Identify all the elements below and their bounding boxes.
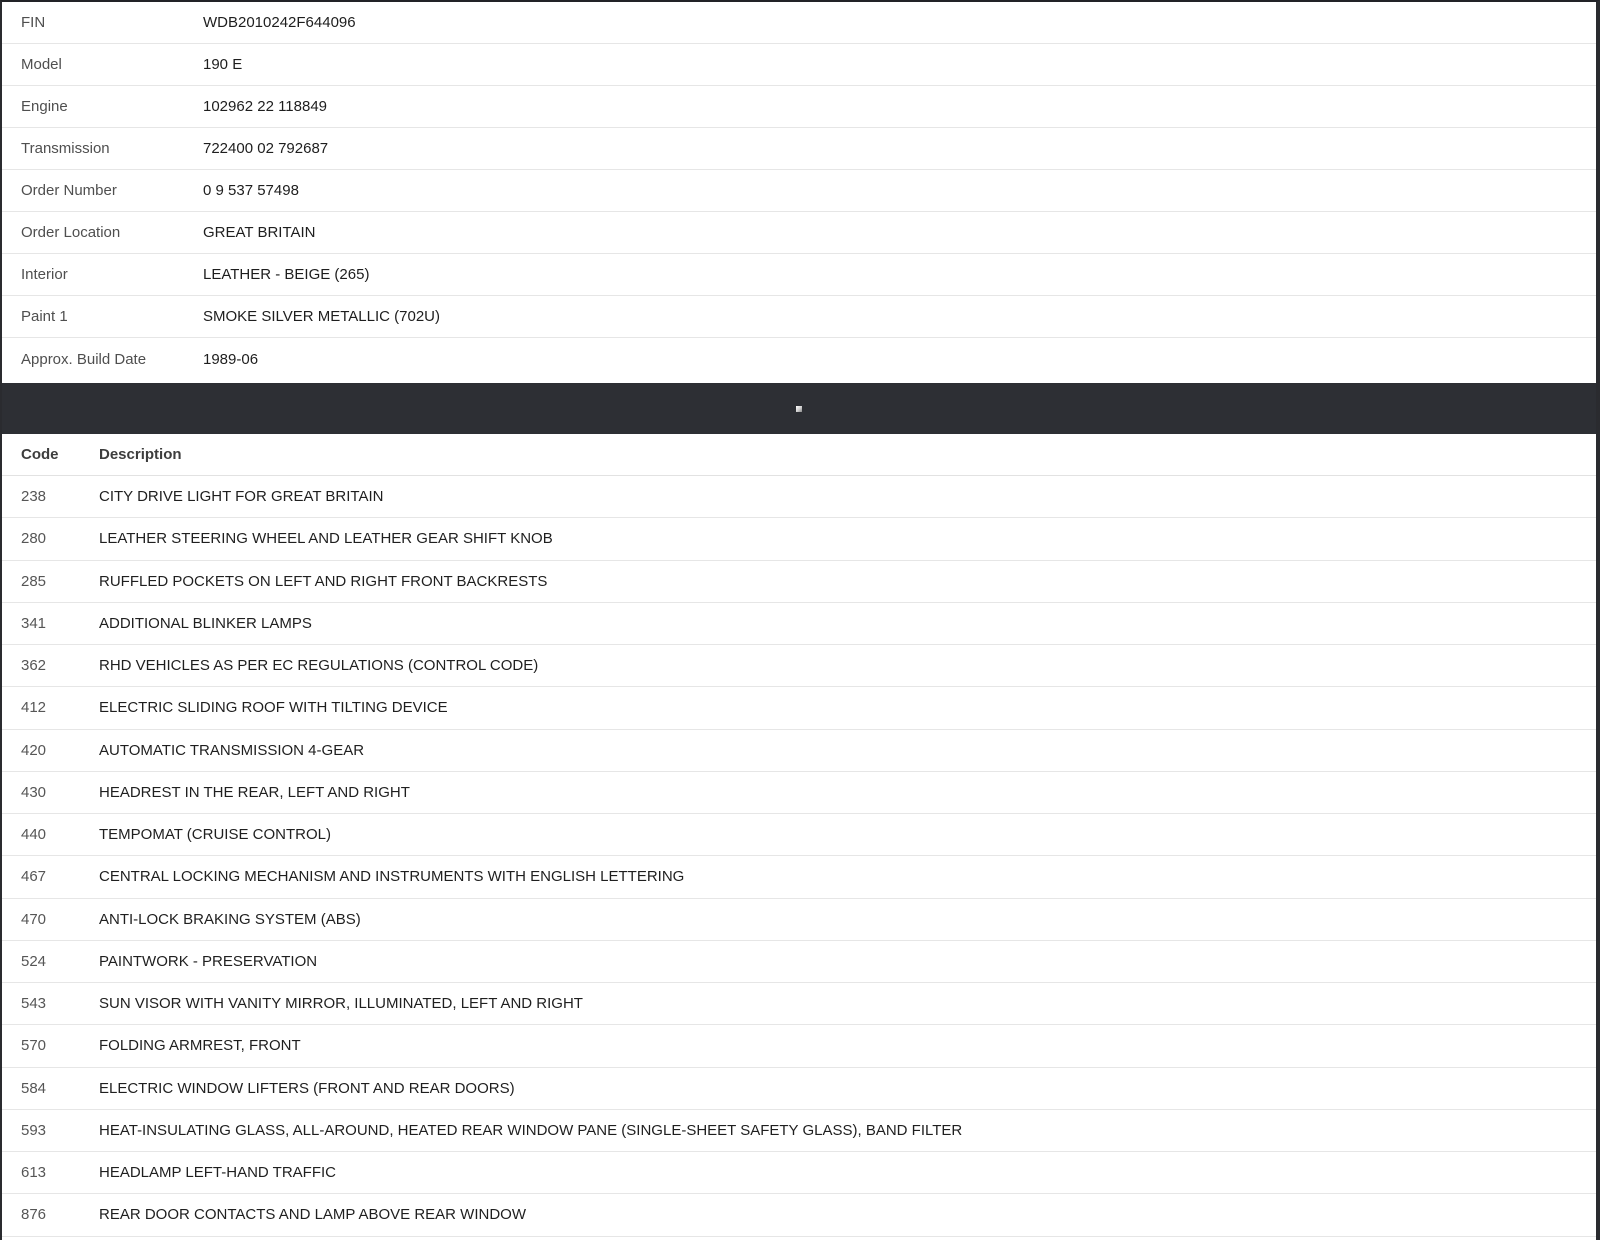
equipment-row bbox=[2, 518, 1596, 560]
equipment-row bbox=[2, 1110, 1596, 1152]
equipment-description: ELECTRIC WINDOW LIFTERS (FRONT AND REAR DOORS) bbox=[99, 1079, 515, 1097]
equipment-code: 238 bbox=[21, 488, 47, 506]
equipment-row bbox=[2, 645, 1596, 687]
equipment-code: 412 bbox=[21, 699, 47, 717]
equipment-description: HEADLAMP LEFT-HAND TRAFFIC bbox=[99, 1164, 336, 1182]
equipment-table-header bbox=[2, 434, 1596, 476]
equipment-row bbox=[2, 1152, 1596, 1194]
equipment-description: SUN VISOR WITH VANITY MIRROR, ILLUMINATED, LEFT AND RIGHT bbox=[99, 995, 583, 1013]
equipment-description: PAINTWORK - PRESERVATION bbox=[99, 952, 318, 970]
broken-image-placeholder-icon bbox=[796, 406, 802, 412]
equipment-code: 876 bbox=[21, 1206, 47, 1224]
equipment-description: REAR DOOR CONTACTS AND LAMP ABOVE REAR WINDOW bbox=[99, 1206, 527, 1224]
info-label: Order Number bbox=[21, 182, 117, 199]
equipment-table bbox=[2, 434, 1596, 1237]
info-value: WDB2010242F644096 bbox=[203, 14, 356, 31]
equipment-code: 280 bbox=[21, 530, 47, 548]
equipment-description: HEAT-INSULATING GLASS, ALL-AROUND, HEATED REAR WINDOW PANE (SINGLE-SHEET SAFETY GLASS), BAND FILTER bbox=[99, 1121, 963, 1139]
info-row-interior bbox=[2, 254, 1596, 296]
equipment-row bbox=[2, 561, 1596, 603]
equipment-code: 593 bbox=[21, 1121, 47, 1139]
equipment-description: FOLDING ARMREST, FRONT bbox=[99, 1037, 301, 1055]
info-row-model bbox=[2, 44, 1596, 86]
info-label: Model bbox=[21, 56, 62, 73]
vehicle-info-table bbox=[2, 2, 1596, 380]
info-label: FIN bbox=[21, 14, 46, 31]
info-value: 722400 02 792687 bbox=[203, 140, 329, 157]
equipment-description: RUFFLED POCKETS ON LEFT AND RIGHT FRONT BACKRESTS bbox=[99, 572, 548, 590]
equipment-row bbox=[2, 687, 1596, 729]
info-row-fin bbox=[2, 2, 1596, 44]
equipment-code: 285 bbox=[21, 572, 47, 590]
equipment-description: CITY DRIVE LIGHT FOR GREAT BRITAIN bbox=[99, 488, 384, 506]
equipment-code: 470 bbox=[21, 910, 47, 928]
info-label: Paint 1 bbox=[21, 308, 68, 325]
info-row-engine bbox=[2, 86, 1596, 128]
equipment-row bbox=[2, 856, 1596, 898]
equipment-description: LEATHER STEERING WHEEL AND LEATHER GEAR SHIFT KNOB bbox=[99, 530, 553, 548]
equipment-row bbox=[2, 899, 1596, 941]
equipment-description: ELECTRIC SLIDING ROOF WITH TILTING DEVICE bbox=[99, 699, 448, 717]
equipment-row bbox=[2, 603, 1596, 645]
equipment-row bbox=[2, 941, 1596, 983]
equipment-row bbox=[2, 730, 1596, 772]
info-value: GREAT BRITAIN bbox=[203, 224, 316, 241]
info-label: Transmission bbox=[21, 140, 110, 157]
equipment-description: TEMPOMAT (CRUISE CONTROL) bbox=[99, 826, 331, 844]
equipment-row bbox=[2, 1068, 1596, 1110]
info-label: Interior bbox=[21, 266, 68, 283]
section-divider-bar bbox=[2, 383, 1596, 434]
equipment-description: AUTOMATIC TRANSMISSION 4-GEAR bbox=[99, 741, 365, 759]
info-label: Approx. Build Date bbox=[21, 350, 147, 368]
equipment-row bbox=[2, 1025, 1596, 1067]
equipment-row bbox=[2, 983, 1596, 1025]
info-row-paint bbox=[2, 296, 1596, 338]
equipment-code: 584 bbox=[21, 1079, 47, 1097]
equipment-code: 430 bbox=[21, 783, 47, 801]
equipment-code: 570 bbox=[21, 1037, 47, 1055]
equipment-description: CENTRAL LOCKING MECHANISM AND INSTRUMENTS WITH ENGLISH LETTERING bbox=[99, 868, 685, 886]
info-value: 1989-06 bbox=[203, 350, 259, 368]
equipment-description: ANTI-LOCK BRAKING SYSTEM (ABS) bbox=[99, 910, 361, 928]
equipment-row bbox=[2, 1194, 1596, 1236]
code-column-header: Code bbox=[21, 446, 59, 463]
info-value: LEATHER - BEIGE (265) bbox=[203, 266, 370, 283]
equipment-code: 362 bbox=[21, 657, 47, 675]
equipment-code: 524 bbox=[21, 952, 47, 970]
info-label: Engine bbox=[21, 98, 68, 115]
equipment-row bbox=[2, 772, 1596, 814]
info-row-transmission bbox=[2, 128, 1596, 170]
equipment-row bbox=[2, 476, 1596, 518]
info-row-order-location bbox=[2, 212, 1596, 254]
equipment-description: HEADREST IN THE REAR, LEFT AND RIGHT bbox=[99, 783, 410, 801]
info-row-order-number bbox=[2, 170, 1596, 212]
equipment-description: RHD VEHICLES AS PER EC REGULATIONS (CONTROL CODE) bbox=[99, 657, 539, 675]
description-column-header: Description bbox=[99, 446, 182, 463]
equipment-code: 613 bbox=[21, 1164, 47, 1182]
info-value: SMOKE SILVER METALLIC (702U) bbox=[203, 308, 441, 325]
equipment-description: ADDITIONAL BLINKER LAMPS bbox=[99, 614, 312, 632]
equipment-code: 543 bbox=[21, 995, 47, 1013]
equipment-code: 467 bbox=[21, 868, 47, 886]
info-value: 190 E bbox=[203, 56, 243, 73]
info-row-build-date bbox=[2, 338, 1596, 380]
info-value: 0 9 537 57498 bbox=[203, 182, 299, 199]
equipment-code: 440 bbox=[21, 826, 47, 844]
info-value: 102962 22 118849 bbox=[203, 98, 328, 115]
equipment-code: 341 bbox=[21, 614, 47, 632]
info-label: Order Location bbox=[21, 224, 121, 241]
equipment-code: 420 bbox=[21, 741, 47, 759]
equipment-row bbox=[2, 814, 1596, 856]
